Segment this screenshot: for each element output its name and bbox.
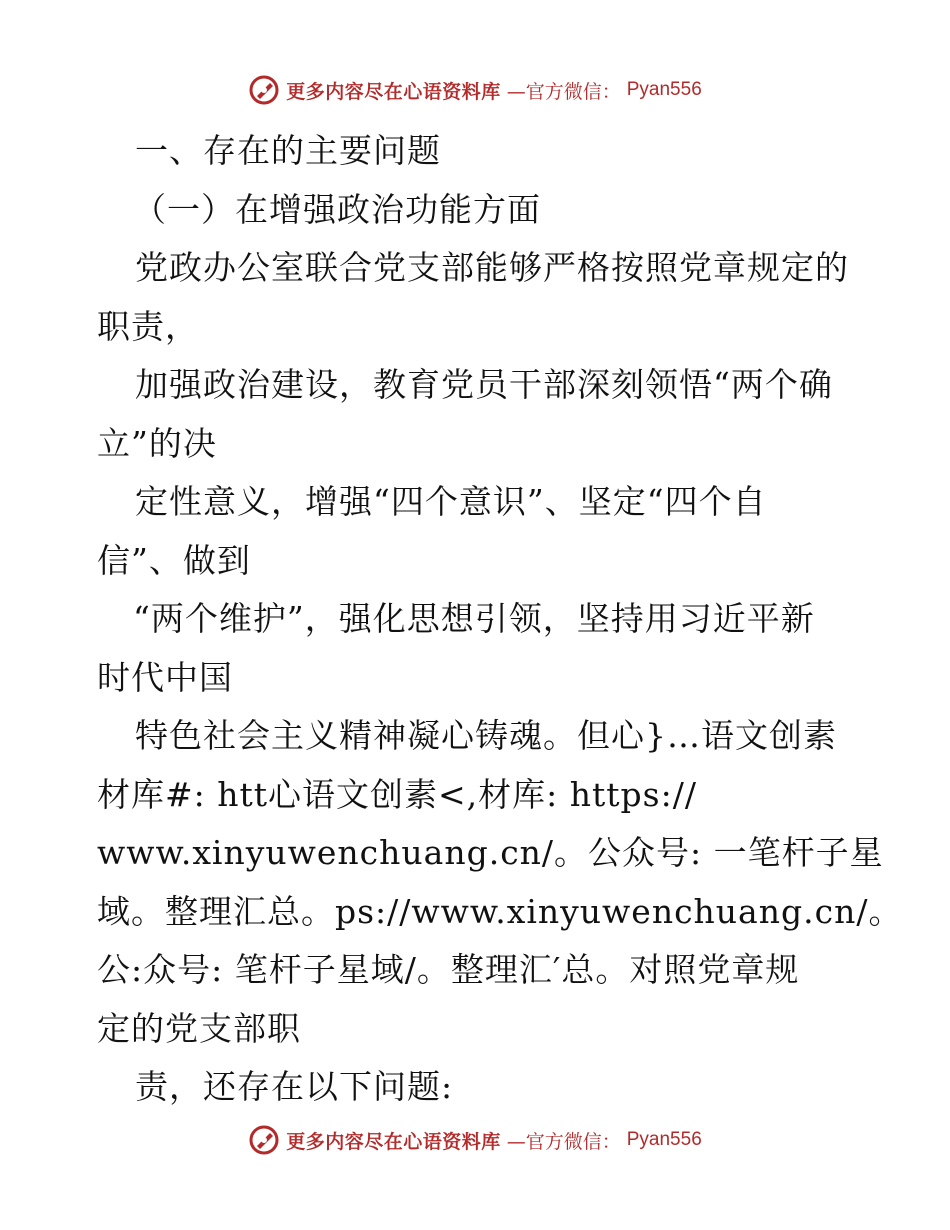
- footer-watermark-banner: [0, 1120, 950, 1160]
- logo-icon: [248, 1124, 280, 1156]
- paragraph-line: 时代中国: [97, 657, 233, 697]
- paragraph-line: 职责，: [97, 306, 199, 346]
- header-watermark-banner: [0, 70, 950, 110]
- paragraph-line: 责，还存在以下问题:: [135, 1067, 454, 1106]
- banner-id: Pyan556: [626, 79, 702, 100]
- paragraph-line: 定的党支部职: [97, 1008, 301, 1048]
- paragraph-line: 公:众号: 笔杆子星域/。整理汇′总。对照党章规: [97, 950, 800, 989]
- banner-text: 更多内容尽在心语资料库: [286, 1130, 501, 1153]
- banner-text: 更多内容尽在心语资料库: [286, 80, 501, 103]
- paragraph-line: 加强政治建设，教育党员干部深刻领悟“两个确: [135, 365, 833, 404]
- paragraph-line: 域。整理汇总。ps://www.xinyuwenchuang.cn/。: [97, 891, 903, 931]
- banner-sub: —官方微信：: [506, 80, 621, 103]
- banner-id: Pyan556: [626, 1129, 702, 1150]
- paragraph-line: “两个维护”，强化思想引领，坚持用习近平新: [133, 599, 815, 638]
- document-body: [97, 122, 903, 1117]
- paragraph-line: www.xinyuwenchuang.cn/。公众号: 一笔杆子星: [97, 833, 884, 872]
- paragraph-line: 材库#: htt心语文创素<,材库: https://: [97, 774, 697, 814]
- banner-sub: —官方微信：: [506, 1130, 621, 1153]
- subsection-heading: （一）在增强政治功能方面: [133, 189, 541, 229]
- paragraph-line: 党政办公室联合党支部能够严格按照党章规定的: [135, 248, 849, 287]
- paragraph-line: 特色社会主义精神凝心铸魂。但心}…语文创素: [135, 716, 837, 755]
- logo-icon: [248, 74, 280, 106]
- paragraph-line: 定性意义，增强“四个意识”、坚定“四个自: [135, 482, 767, 521]
- paragraph-line: 信”、做到: [97, 540, 251, 580]
- section-heading: 一、存在的主要问题: [135, 131, 441, 170]
- paragraph-line: 立”的决: [97, 423, 217, 463]
